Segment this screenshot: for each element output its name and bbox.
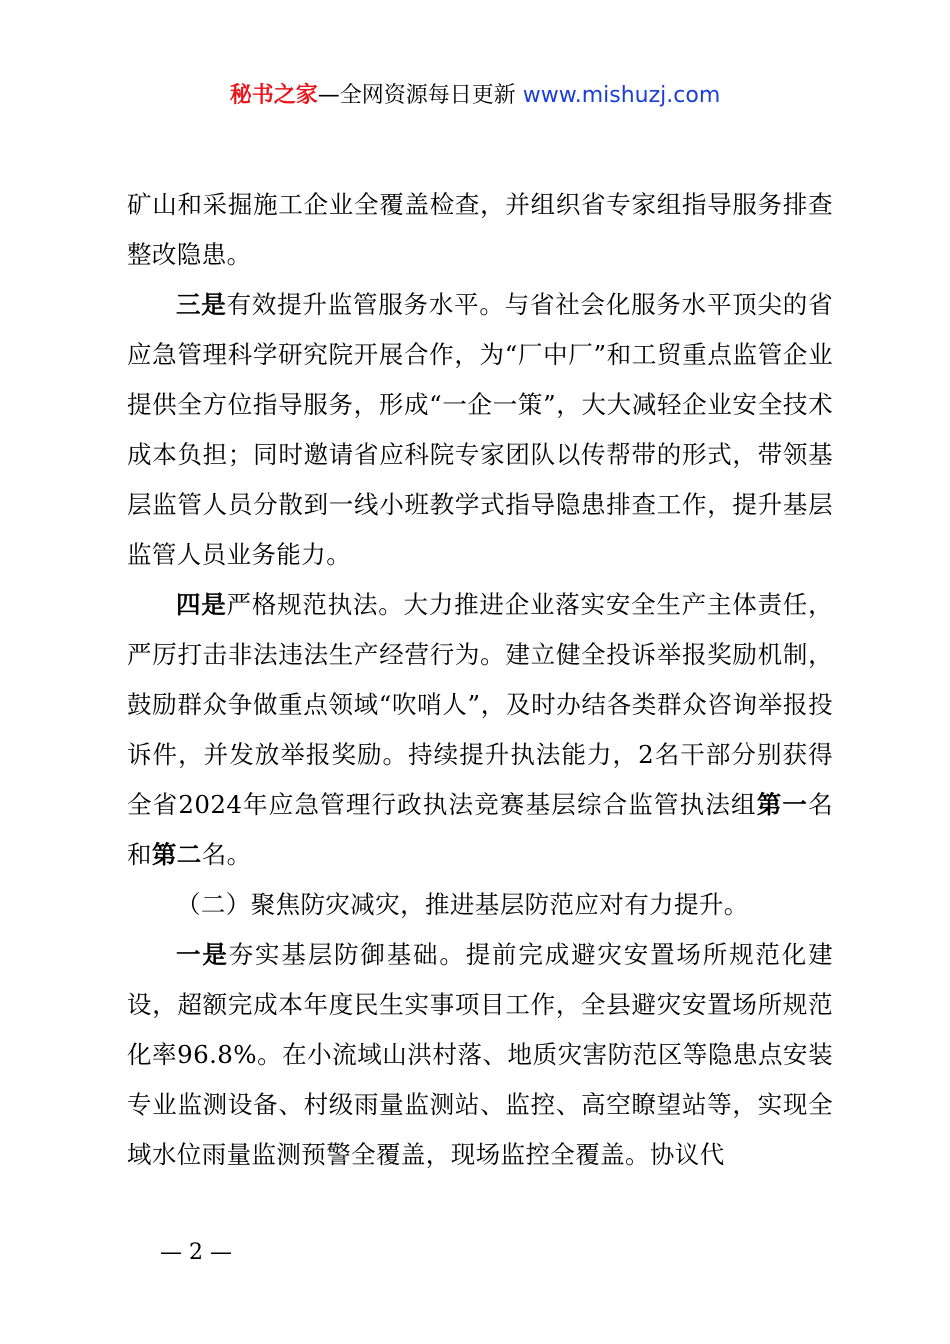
paragraph-text: 矿山和采掘施工企业全覆盖检查，并组织省专家组指导服务排查整改隐患。: [127, 190, 833, 269]
paragraph-lead: 四是: [176, 590, 227, 619]
paragraph-lead: 三是: [176, 290, 227, 319]
paragraph-bold-first: 第一: [756, 790, 809, 819]
site-url-link[interactable]: www.mishuzj.com: [522, 83, 721, 108]
paragraph-continuation: [127, 180, 833, 280]
paragraph-text-mid: 名和: [127, 790, 833, 869]
paragraph-text-end: 名。: [201, 840, 252, 869]
paragraph-item-four: [127, 580, 833, 880]
paragraph-item-one: [127, 930, 833, 1180]
paragraph-text: 有效提升监管服务水平。与省社会化服务水平顶尖的省应急管理科学研究院开展合作，为“厂中厂”和工贸重点监管企业提供全方位指导服务，形成“一企一策”，大大减轻企业安全技术成本负担；同时邀请省应科院专家团队以传帮带的形式，带领基层监管人员分散到一线小班教学式指导隐患排查工作，提升基层监管人员业务能力。: [127, 290, 833, 569]
site-tagline: —全网资源每日更新: [317, 83, 516, 108]
paragraph-bold-second: 第二: [151, 840, 202, 869]
section-heading: [127, 880, 833, 930]
page-number: — 2 —: [160, 1240, 232, 1265]
paragraph-text: 夯实基层防御基础。提前完成避灾安置场所规范化建设，超额完成本年度民生实事项目工作，全县避灾安置场所规范化率96.8%。在小流域山洪村落、地质灾害防范区等隐患点安装专业监测设备、村级雨量监测站、监控、高空瞭望站等，实现全域水位雨量监测预警全覆盖，现场监控全覆盖。协议代: [127, 940, 833, 1169]
document-body: [127, 180, 833, 1180]
site-brand: 秘书之家: [229, 83, 318, 108]
paragraph-lead: 一是: [176, 940, 229, 969]
paragraph-item-three: [127, 280, 833, 580]
section-heading-text: （二）聚焦防灾减灾，推进基层防范应对有力提升。: [176, 890, 749, 919]
site-header: [0, 78, 950, 114]
paragraph-text: 严格规范执法。大力推进企业落实安全生产主体责任，严厉打击非法违法生产经营行为。建立健全投诉举报奖励机制，鼓励群众争做重点领域“吹哨人”，及时办结各类群众咨询举报投诉件，并发放举报奖励。持续提升执法能力，2名干部分别获得全省2024年应急管理行政执法竞赛基层综合监管执法组: [127, 590, 833, 819]
